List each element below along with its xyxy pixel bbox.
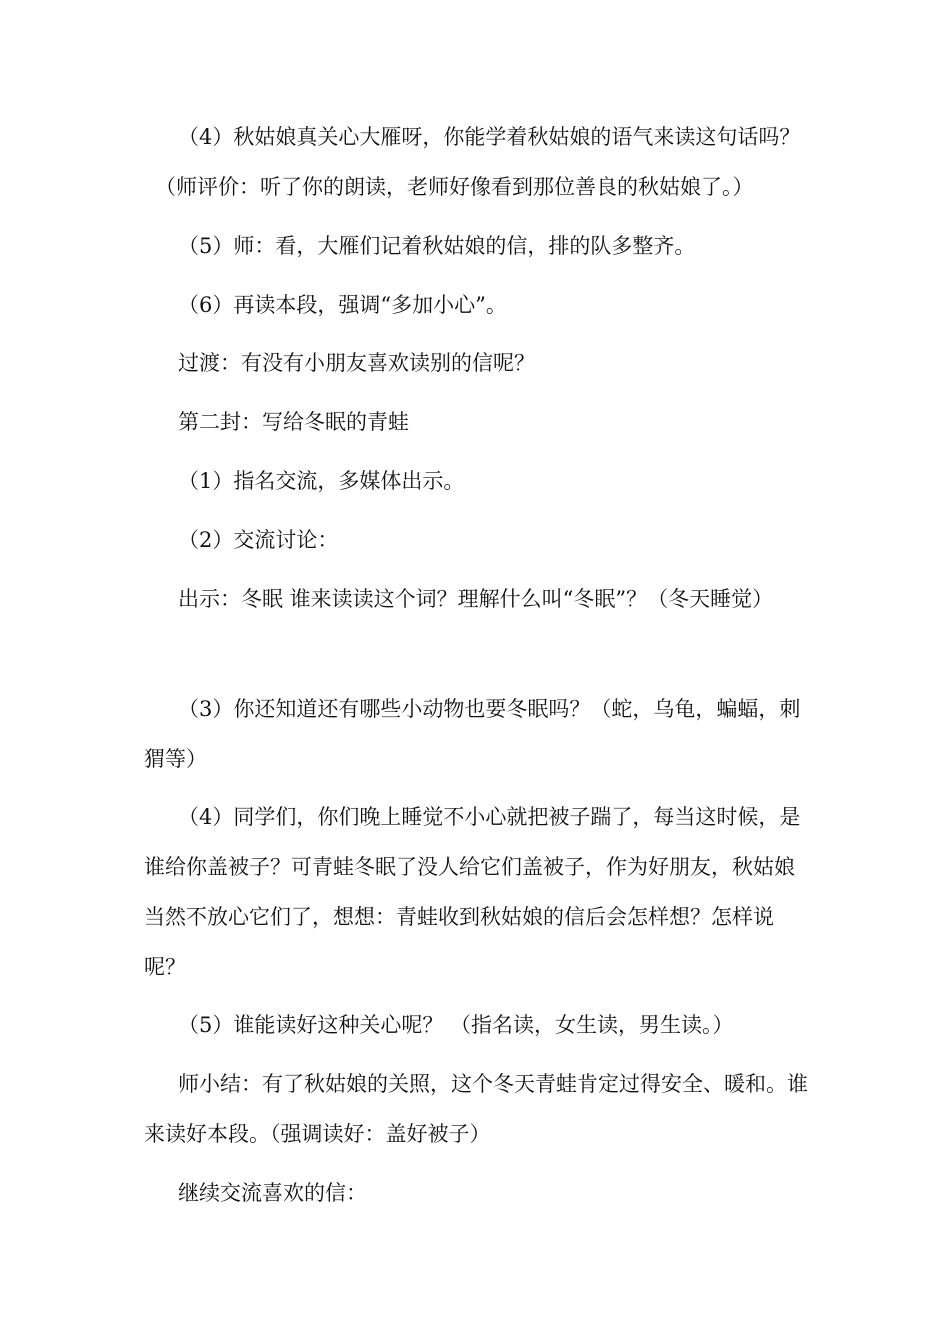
paragraph-step-3: （3）你还知道还有哪些小动物也要冬眠吗？（蛇，乌龟，蝙蝠，刺猬等） [144, 697, 801, 771]
paragraph-reread-emphasis: （6）再读本段，强调“多加小心”。 [178, 293, 507, 317]
paragraph-step-2: （2）交流讨论： [178, 528, 339, 552]
paragraph-hibernation-word: 出示：冬眠 谁来读读这个词？理解什么叫“冬眠”？（冬天睡觉） [178, 587, 774, 611]
paragraph-step-4: （4）同学们，你们晚上睡觉不小心就把被子踹了，每当这时候，是谁给你盖被子？可青蛙冬眠了没人给它们盖被子，作为好朋友，秋姑娘当然不放心它们了，想想：青蛙收到秋姑娘的信后会怎样想？怎样说呢？ [144, 805, 801, 979]
paragraph-step-1: （1）指名交流，多媒体出示。 [178, 469, 465, 493]
paragraph-geese-formation: （5）师：看，大雁们记着秋姑娘的信，排的队多整齐。 [178, 234, 696, 258]
paragraph-second-letter-heading: 第二封：写给冬眠的青蛙 [178, 410, 409, 434]
paragraph-continue: 继续交流喜欢的信： [178, 1181, 367, 1205]
paragraph-transition: 过渡：有没有小朋友喜欢读别的信呢？ [178, 351, 535, 375]
paragraph-step-5: （5）谁能读好这种关心呢？ （指名读，女生读，男生读。） [178, 1013, 734, 1037]
paragraph-teacher-summary: 师小结：有了秋姑娘的关照，这个冬天青蛙肯定过得安全、暖和。谁来读好本段。（强调读好：盖好被子） [144, 1072, 808, 1146]
paragraph-autumn-cares-geese: （4）秋姑娘真关心大雁呀，你能学着秋姑娘的语气来读这句话吗？ [178, 125, 801, 149]
paragraph-teacher-comment: （师评价：听了你的朗读，老师好像看到那位善良的秋姑娘了。） [155, 175, 754, 199]
